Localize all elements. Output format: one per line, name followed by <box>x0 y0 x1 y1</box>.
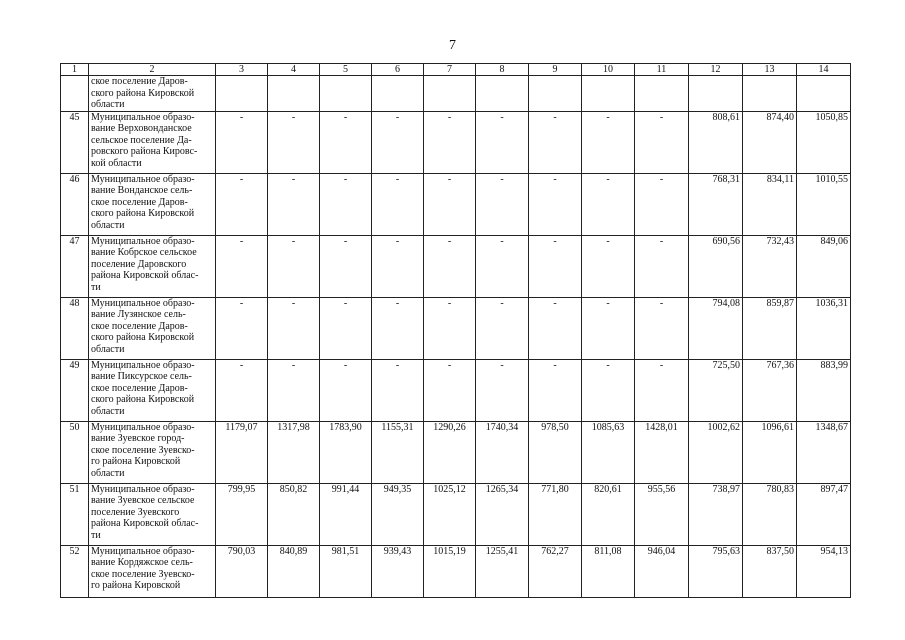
name-line: ского района Кировской <box>91 208 195 219</box>
row-number-cell: 50 <box>61 421 89 483</box>
municipality-name-cell <box>89 297 216 359</box>
name-line: кой области <box>91 157 142 169</box>
table-row <box>61 359 851 421</box>
name-line: поселение Зуевского <box>91 506 180 518</box>
header-cell: 12 <box>689 64 743 76</box>
name-line: Муниципальное образо- <box>91 483 195 495</box>
value-cell: 1317,98 <box>268 421 320 483</box>
value-cell: 1010,55 <box>797 173 851 235</box>
value-cell: - <box>216 111 268 173</box>
name-line: го района Кировской <box>91 580 181 591</box>
header-row <box>61 64 851 76</box>
page-number: 7 <box>449 38 456 53</box>
value-cell: 850,82 <box>268 483 320 545</box>
value-cell: - <box>635 297 689 359</box>
value-cell: - <box>372 359 424 421</box>
value-cell: 849,06 <box>797 235 851 297</box>
name-line: го района Кировской <box>91 456 181 467</box>
row-number-cell: 48 <box>61 297 89 359</box>
name-line: ского района Кировской <box>91 332 195 343</box>
value-cell: 949,35 <box>372 483 424 545</box>
name-line: ское поселение Даров- <box>91 76 188 87</box>
header-cell: 7 <box>424 64 476 76</box>
name-line: ское поселение Даров- <box>91 320 188 332</box>
value-cell: 1085,63 <box>582 421 635 483</box>
value-cell: 1179,07 <box>216 421 268 483</box>
name-line: области <box>91 343 125 355</box>
row-number-cell: 49 <box>61 359 89 421</box>
value-cell: - <box>268 359 320 421</box>
value-cell: - <box>476 235 529 297</box>
name-line: Муниципальное образо- <box>91 545 195 557</box>
value-cell: - <box>529 173 582 235</box>
value-cell: - <box>529 297 582 359</box>
value-cell <box>635 76 689 112</box>
value-cell: 837,50 <box>743 545 797 597</box>
header-cell: 14 <box>797 64 851 76</box>
value-cell: 1255,41 <box>476 545 529 597</box>
value-cell: - <box>372 173 424 235</box>
value-cell: 738,97 <box>689 483 743 545</box>
value-cell: 954,13 <box>797 545 851 597</box>
value-cell: 946,04 <box>635 545 689 597</box>
value-cell: - <box>476 111 529 173</box>
value-cell <box>268 76 320 112</box>
value-cell <box>424 76 476 112</box>
name-line: области <box>91 219 125 231</box>
value-cell: 1096,61 <box>743 421 797 483</box>
value-cell: 767,36 <box>743 359 797 421</box>
value-cell: - <box>268 235 320 297</box>
value-cell: 725,50 <box>689 359 743 421</box>
value-cell: - <box>216 235 268 297</box>
value-cell: - <box>372 111 424 173</box>
value-cell: - <box>424 297 476 359</box>
name-line: вание Верховонданское <box>91 123 192 134</box>
value-cell: 771,80 <box>529 483 582 545</box>
value-cell: - <box>320 297 372 359</box>
table-row <box>61 483 851 545</box>
header-cell: 5 <box>320 64 372 76</box>
table-row <box>61 235 851 297</box>
name-line: Муниципальное образо- <box>91 297 195 309</box>
row-number-cell: 45 <box>61 111 89 173</box>
name-line: Муниципальное образо- <box>91 359 195 371</box>
name-line: района Кировской облас- <box>91 518 199 529</box>
value-cell: 897,47 <box>797 483 851 545</box>
value-cell: 799,95 <box>216 483 268 545</box>
name-line: вание Кордяжское сель- <box>91 557 193 568</box>
value-cell: 1348,67 <box>797 421 851 483</box>
value-cell <box>372 76 424 112</box>
name-line: области <box>91 467 125 479</box>
value-cell: 840,89 <box>268 545 320 597</box>
value-cell: 874,40 <box>743 111 797 173</box>
name-line: ти <box>91 529 101 541</box>
table-row <box>61 421 851 483</box>
header-cell: 3 <box>216 64 268 76</box>
name-line: вание Пиксурское сель- <box>91 371 192 382</box>
value-cell: 1036,31 <box>797 297 851 359</box>
value-cell: 1428,01 <box>635 421 689 483</box>
value-cell <box>216 76 268 112</box>
name-line: ского района Кировской <box>91 87 195 99</box>
municipality-name-cell <box>89 421 216 483</box>
value-cell: - <box>635 235 689 297</box>
value-cell: 883,99 <box>797 359 851 421</box>
value-cell: 790,03 <box>216 545 268 597</box>
value-cell <box>476 76 529 112</box>
value-cell <box>797 76 851 112</box>
value-cell: - <box>635 359 689 421</box>
value-cell: - <box>424 111 476 173</box>
municipality-name-cell <box>89 545 216 597</box>
value-cell: 768,31 <box>689 173 743 235</box>
value-cell: - <box>216 297 268 359</box>
value-cell: - <box>529 359 582 421</box>
header-cell: 9 <box>529 64 582 76</box>
name-line: вание Кобрское сельское <box>91 247 197 258</box>
municipality-name-cell <box>89 173 216 235</box>
value-cell: - <box>372 297 424 359</box>
data-table <box>60 63 851 598</box>
value-cell: 978,50 <box>529 421 582 483</box>
municipality-name-cell <box>89 235 216 297</box>
value-cell: 955,56 <box>635 483 689 545</box>
name-line: района Кировской облас- <box>91 270 199 281</box>
value-cell: 794,08 <box>689 297 743 359</box>
value-cell: 981,51 <box>320 545 372 597</box>
value-cell: - <box>582 173 635 235</box>
value-cell: - <box>582 297 635 359</box>
value-cell <box>743 76 797 112</box>
table-row <box>61 111 851 173</box>
row-number-cell: 47 <box>61 235 89 297</box>
value-cell: 939,43 <box>372 545 424 597</box>
value-cell: - <box>529 235 582 297</box>
value-cell: 808,61 <box>689 111 743 173</box>
value-cell: 1290,26 <box>424 421 476 483</box>
header-cell: 13 <box>743 64 797 76</box>
value-cell: 811,08 <box>582 545 635 597</box>
value-cell: 1025,12 <box>424 483 476 545</box>
table-row <box>61 173 851 235</box>
value-cell: 762,27 <box>529 545 582 597</box>
value-cell: - <box>476 297 529 359</box>
value-cell: 991,44 <box>320 483 372 545</box>
row-number-cell <box>61 76 89 112</box>
value-cell: - <box>320 173 372 235</box>
value-cell: 690,56 <box>689 235 743 297</box>
name-line: сельское поселение Да- <box>91 134 192 146</box>
value-cell: - <box>582 235 635 297</box>
value-cell: - <box>424 359 476 421</box>
row-number-cell: 46 <box>61 173 89 235</box>
value-cell: 780,83 <box>743 483 797 545</box>
table-row <box>61 297 851 359</box>
value-cell: 859,87 <box>743 297 797 359</box>
value-cell: 820,61 <box>582 483 635 545</box>
table-row <box>61 545 851 597</box>
row-number-cell: 51 <box>61 483 89 545</box>
name-line: Муниципальное образо- <box>91 111 195 123</box>
name-line: ровского района Кировс- <box>91 146 198 157</box>
name-line: Муниципальное образо- <box>91 173 195 185</box>
name-line: ское поселение Зуевско- <box>91 444 195 456</box>
name-line: вание Лузянское сель- <box>91 309 186 320</box>
municipality-name-cell <box>89 483 216 545</box>
value-cell: - <box>320 359 372 421</box>
table-row <box>61 76 851 112</box>
name-line: области <box>91 405 125 417</box>
municipality-name-cell <box>89 76 216 112</box>
value-cell: - <box>476 173 529 235</box>
value-cell: - <box>268 173 320 235</box>
name-line: ти <box>91 281 101 293</box>
value-cell: - <box>424 235 476 297</box>
header-cell: 1 <box>61 64 89 76</box>
value-cell <box>320 76 372 112</box>
value-cell: - <box>635 111 689 173</box>
value-cell: - <box>582 359 635 421</box>
value-cell: - <box>476 359 529 421</box>
municipality-name-cell <box>89 359 216 421</box>
value-cell: 1155,31 <box>372 421 424 483</box>
row-number-cell: 52 <box>61 545 89 597</box>
value-cell <box>689 76 743 112</box>
value-cell: - <box>268 297 320 359</box>
value-cell: - <box>216 173 268 235</box>
name-line: области <box>91 99 125 110</box>
value-cell: 1265,34 <box>476 483 529 545</box>
value-cell <box>529 76 582 112</box>
table-body <box>61 76 851 598</box>
value-cell: 1015,19 <box>424 545 476 597</box>
municipality-name-cell <box>89 111 216 173</box>
value-cell: - <box>372 235 424 297</box>
name-line: Муниципальное образо- <box>91 421 195 433</box>
value-cell: 1783,90 <box>320 421 372 483</box>
header-cell: 2 <box>89 64 216 76</box>
value-cell: - <box>424 173 476 235</box>
value-cell: 795,63 <box>689 545 743 597</box>
header-cell: 10 <box>582 64 635 76</box>
value-cell: - <box>216 359 268 421</box>
value-cell: 834,11 <box>743 173 797 235</box>
name-line: ское поселение Даров- <box>91 382 188 394</box>
name-line: ского района Кировской <box>91 394 195 405</box>
value-cell: - <box>320 111 372 173</box>
value-cell: - <box>635 173 689 235</box>
header-cell: 8 <box>476 64 529 76</box>
header-cell: 4 <box>268 64 320 76</box>
value-cell <box>582 76 635 112</box>
name-line: вание Зуевское город- <box>91 433 185 444</box>
name-line: Муниципальное образо- <box>91 235 195 247</box>
name-line: вание Зуевское сельское <box>91 495 195 506</box>
value-cell: - <box>529 111 582 173</box>
header-cell: 6 <box>372 64 424 76</box>
value-cell: - <box>320 235 372 297</box>
header-cell: 11 <box>635 64 689 76</box>
value-cell: - <box>268 111 320 173</box>
value-cell: 1740,34 <box>476 421 529 483</box>
name-line: ское поселение Даров- <box>91 196 188 208</box>
value-cell: - <box>582 111 635 173</box>
value-cell: 1050,85 <box>797 111 851 173</box>
value-cell: 1002,62 <box>689 421 743 483</box>
value-cell: 732,43 <box>743 235 797 297</box>
name-line: поселение Даровского <box>91 258 187 270</box>
name-line: вание Вонданское сель- <box>91 185 193 196</box>
name-line: ское поселение Зуевско- <box>91 568 195 580</box>
